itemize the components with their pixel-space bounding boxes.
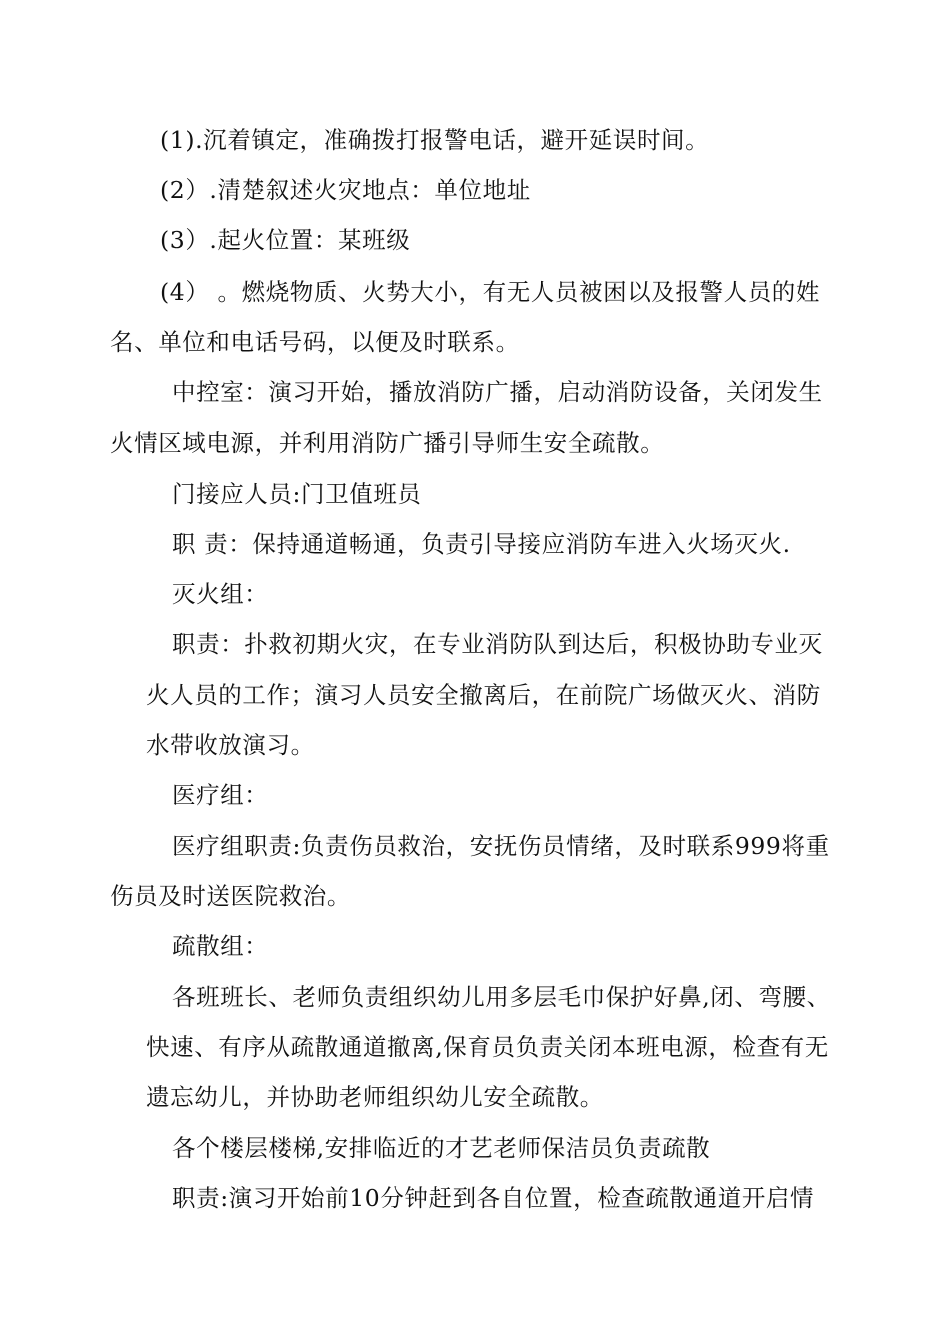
text-line: 疏散组： xyxy=(172,932,269,960)
text-line: 医疗组： xyxy=(172,781,269,809)
text-line: 职责：扑救初期火灾，在专业消防队到达后，积极协助专业灭 xyxy=(172,630,823,658)
text-line: 火情区域电源，并利用消防广播引导师生安全疏散。 xyxy=(110,429,665,457)
text-line: (4） 。燃烧物质、火势大小，有无人员被困以及报警人员的姓 xyxy=(160,278,820,306)
text-line: 医疗组职责:负责伤员救治，安抚伤员情绪，及时联系999将重 xyxy=(172,832,830,860)
text-line: 各个楼层楼梯,安排临近的才艺老师保洁员负责疏散 xyxy=(172,1134,711,1162)
text-line: 火人员的工作；演习人员安全撤离后，在前院广场做灭火、消防 xyxy=(146,681,821,709)
text-line: 伤员及时送医院救治。 xyxy=(110,882,351,910)
text-line: 名、单位和电话号码，以便及时联系。 xyxy=(110,328,520,356)
text-line: 灭火组： xyxy=(172,580,269,608)
text-line: (2）.清楚叙述火灾地点：单位地址 xyxy=(160,176,531,204)
text-line: 各班班长、老师负责组织幼儿用多层毛巾保护好鼻,闭、弯腰、 xyxy=(172,983,831,1011)
text-line: 职 责：保持通道畅通，负责引导接应消防车进入火场灭火. xyxy=(172,530,791,558)
text-line: (1).沉着镇定，准确拨打报警电话，避开延误时间。 xyxy=(160,126,710,154)
text-line: 遗忘幼儿，并协助老师组织幼儿安全疏散。 xyxy=(146,1083,604,1111)
text-line: 门接应人员:门卫值班员 xyxy=(172,480,422,508)
text-line: (3）.起火位置：某班级 xyxy=(160,226,411,254)
text-line: 水带收放演习。 xyxy=(146,731,315,759)
text-line: 职责:演习开始前10分钟赶到各自位置，检查疏散通道开启情 xyxy=(172,1184,815,1212)
text-line: 快速、有序从疏散通道撤离,保育员负责关闭本班电源，检查有无 xyxy=(146,1033,829,1061)
text-line: 中控室：演习开始，播放消防广播，启动消防设备，关闭发生 xyxy=(172,378,823,406)
